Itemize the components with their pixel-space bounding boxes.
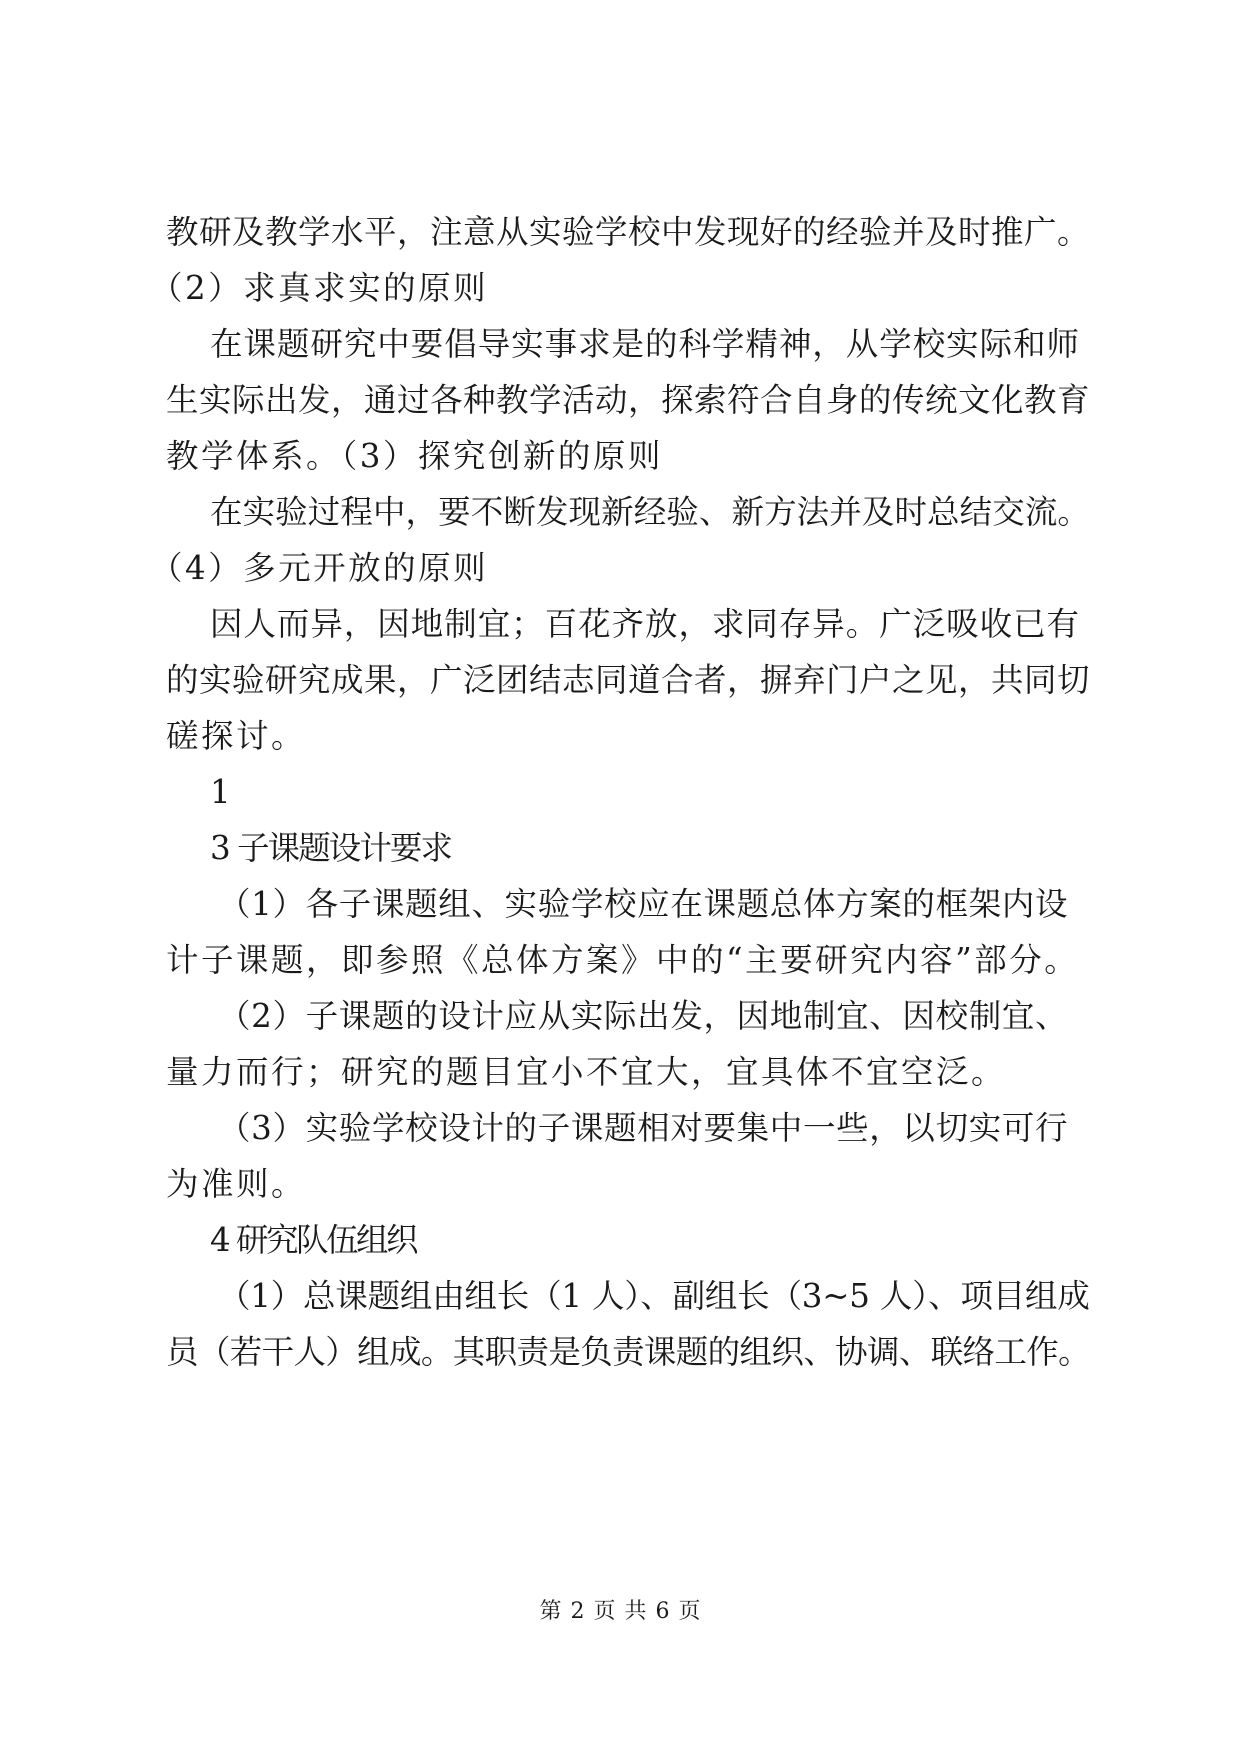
text-line: 计子课题，即参照《总体方案》中的“主要研究内容”部分。 <box>166 941 1080 979</box>
text-line: 生实际出发，通过各种教学活动，探索符合自身的传统文化教育 <box>166 381 1091 419</box>
text-line: 量力而行；研究的题目宜小不宜大，宜具体不宜空泛。 <box>166 1053 1007 1091</box>
text-line: 员（若干人）组成。其职责是负责课题的组织、协调、联络工作。 <box>166 1333 1091 1371</box>
text-line: （2）求真求实的原则 <box>150 269 489 307</box>
text-line <box>210 772 1130 812</box>
text-line: 为准则。 <box>166 1165 307 1203</box>
text-line: （1）总课题组由组长（1 人）、副组长（3~5 人）、项目组成 <box>218 1277 1090 1315</box>
text-line: （4）多元开放的原则 <box>150 549 489 587</box>
section-heading: 4 研究队伍组织 <box>210 1221 417 1259</box>
text-line: （2）子课题的设计应从实际出发，因地制宜、因校制宜、 <box>218 997 1069 1035</box>
text-line: 磋探讨。 <box>166 717 307 755</box>
section-heading: 3 子课题设计要求 <box>210 829 452 867</box>
text-line: （3）实验学校设计的子课题相对要集中一些，以切实可行 <box>218 1109 1069 1147</box>
page-footer: 第 2 页 共 6 页 <box>539 1599 702 1624</box>
text-line: （1）各子课题组、实验学校应在课题总体方案的框架内设 <box>218 885 1069 923</box>
text-line: 在实验过程中，要不断发现新经验、新方法并及时总结交流。 <box>210 493 1091 531</box>
text-line: 在课题研究中要倡导实事求是的科学精神，从学校实际和师 <box>210 325 1081 363</box>
text-line: 因人而异，因地制宜；百花齐放，求同存异。广泛吸收已有 <box>210 605 1081 643</box>
text-line: 的实验研究成果，广泛团结志同道合者，摒弃门户之见，共同切 <box>166 661 1091 699</box>
text-line: 教学体系。（3）探究创新的原则 <box>166 437 663 475</box>
text-line: 教研及教学水平，注意从实验学校中发现好的经验并及时推广。 <box>166 213 1091 251</box>
